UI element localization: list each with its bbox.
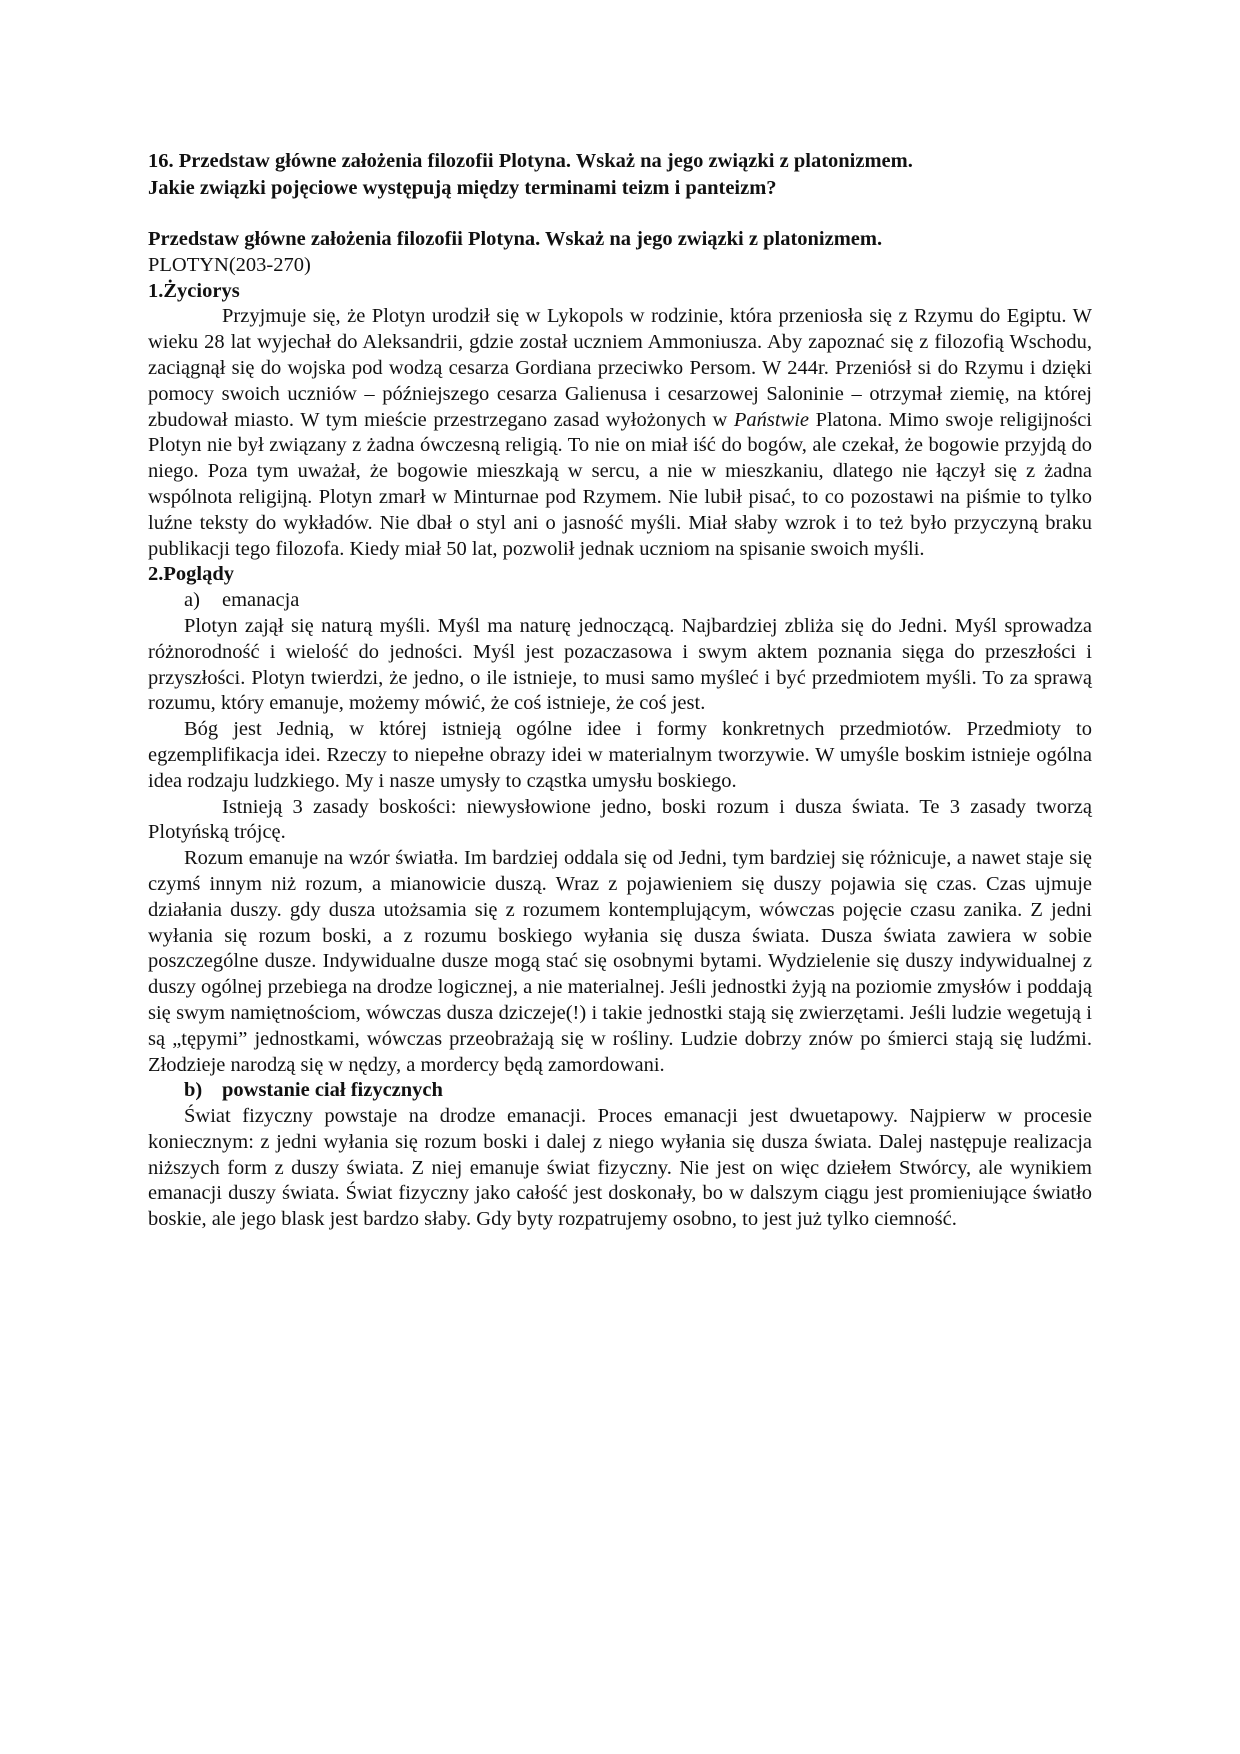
author-dates: PLOTYN(203-270) [148, 253, 311, 276]
biography-text-2: Platona. Mimo swoje religijności Plotyn nie był związany z żadna ówczesną religią. To nie on miał iść do bogów, ale czekał, że bogowie przyjdą do niego. Poza tym uważał, że bogowie mieszkają w sercu, a nie w mieszkaniu, dlatego nie łączył się z żadna wspólnota religijną. Plotyn zmarł w Minturnae pod Rzymem. Nie lubił pisać, to co pozostawi na piśmie to tylko luźne teksty do wykładów. Nie dbał o styl ani o jasność myśli. Miał słaby wzrok i to też było przyczyną braku publikacji tego filozofa. Kiedy miał 50 lat, pozwolił jednak uczniom na spisanie swoich myśli. [148, 408, 1092, 560]
list-label-emanation: emanacja [222, 589, 300, 612]
biography-paragraph [148, 304, 1092, 562]
biography-italic-title: Państwie [733, 408, 810, 431]
list-item-physical-bodies [148, 1078, 1092, 1104]
blank-line [148, 202, 1092, 227]
emanation-paragraph-1: Plotyn zajął się naturą myśli. Myśl ma naturę jednoczącą. Najbardziej zbliża się do Jedni. Myśl sprowadza różnorodność i wielość do jedności. Myśl jest pozaczasowa i swym aktem poznania sięga do przeszłości i przyszłości. Plotyn twierdzi, że jedno, o ile istnieje, to musi samo myśleć i być przedmiotem myśli. To za sprawą rozumu, który emanuje, możemy mówić, że coś istnieje, że coś jest. [148, 614, 1092, 715]
document-page [148, 148, 1092, 1233]
heading-biography: 1.Życiorys [148, 279, 240, 302]
emanation-paragraph-4: Rozum emanuje na wzór światła. Im bardziej oddala się od Jedni, tym bardziej się różnicuje, a nawet staje się czymś innym niż rozum, a mianowicie duszą. Wraz z pojawieniem się duszy pojawia się czas. Czas ujmuje działania duszy. gdy dusza utożsamia się z rozumem kontemplującym, wówczas pojęcie czasu zanika. Z jedni wyłania się rozum boski, a z rozumu boskiego wyłania się dusza świata. Dusza świata zawiera w sobie poszczególne dusze. Indywidualne dusze mogą stać się osobnymi bytami. Wydzielenie się duszy indywidualnej z duszy ogólnej przebiega na drodze logicznej, a nie materialnej. Jeśli jednostki żyją na poziomie zmysłów i poddają się swym namiętnościom, wówczas dusza dziczeje(!) i takie jednostki stają się zwierzętami. Jeśli ludzie wegetują i są „tępymi” jednostkami, wówczas przeobrażają się w rośliny. Ludzie dobrzy znów po śmierci stają się ludźmi. Złodzieje narodzą się w nędzy, a mordercy będą zamordowani. [148, 847, 1092, 1076]
document-title-line-1: 16. Przedstaw główne założenia filozofii Plotyna. Wskaż na jego związki z platonizmem. [148, 150, 913, 172]
document-title-line-2: Jakie związki pojęciowe występują między terminami teizm i panteizm? [148, 177, 777, 199]
biography-text-1: Przyjmuje się, że Plotyn urodził się w Lykopols w rodzinie, która przeniosła się z Rzymu do Egiptu. W wieku 28 lat wyjechał do Aleksandrii, gdzie został uczniem Ammoniusza. Aby zapoznać się z filozofią Wschodu, zaciągnął się do wojska pod wodzą cesarza Gordiana przeciwko Persom. W 244r. Przeniósł si do Rzymu i dzięki pomocy swoich uczniów – późniejszego cesarza Galienusa i cesarzowej Saloninie – otrzymał ziemię, na której zbudował miasto. W tym mieście przestrzegano zasad wyłożonych w [148, 305, 1092, 431]
list-marker-b: b) [184, 1079, 203, 1102]
list-item-emanation [148, 588, 1092, 614]
list-label-physical-bodies: powstanie ciał fizycznych [222, 1079, 443, 1102]
physical-bodies-paragraph-1: Świat fizyczny powstaje na drodze emanacji. Proces emanacji jest dwuetapowy. Najpierw w procesie koniecznym: z jedni wyłania się rozum boski i dalej z niego wyłania się dusza świata. Dalej następuje realizacja niższych form z duszy świata. Z niej emanuje świat fizyczny. Nie jest on więc dziełem Stwórcy, ale wynikiem emanacji duszy świata. Świat fizyczny jako całość jest doskonały, bo w dalszym ciągu jest promieniujące światło boskie, ale jego blask jest bardzo słaby. Gdy byty rozpatrujemy osobno, to jest już tylko ciemność. [148, 1105, 1092, 1231]
emanation-paragraph-3: Istnieją 3 zasady boskości: niewysłowione jedno, boski rozum i dusza świata. Te 3 zasady tworzą Plotyńską trójcę. [148, 795, 1092, 844]
list-marker-a: a) [184, 589, 200, 612]
emanation-paragraph-2: Bóg jest Jednią, w której istnieją ogólne idee i formy konkretnych przedmiotów. Przedmioty to egzemplifikacja idei. Rzeczy to niepełne obrazy idei w materialnym tworzywie. W umyśle boskim istnieje ogólna idea rodzaju ludzkiego. My i nasze umysły to cząstka umysłu boskiego. [148, 718, 1092, 792]
section-subtitle: Przedstaw główne założenia filozofii Plotyna. Wskaż na jego związki z platonizmem. [148, 228, 883, 250]
heading-views: 2.Poglądy [148, 563, 234, 586]
